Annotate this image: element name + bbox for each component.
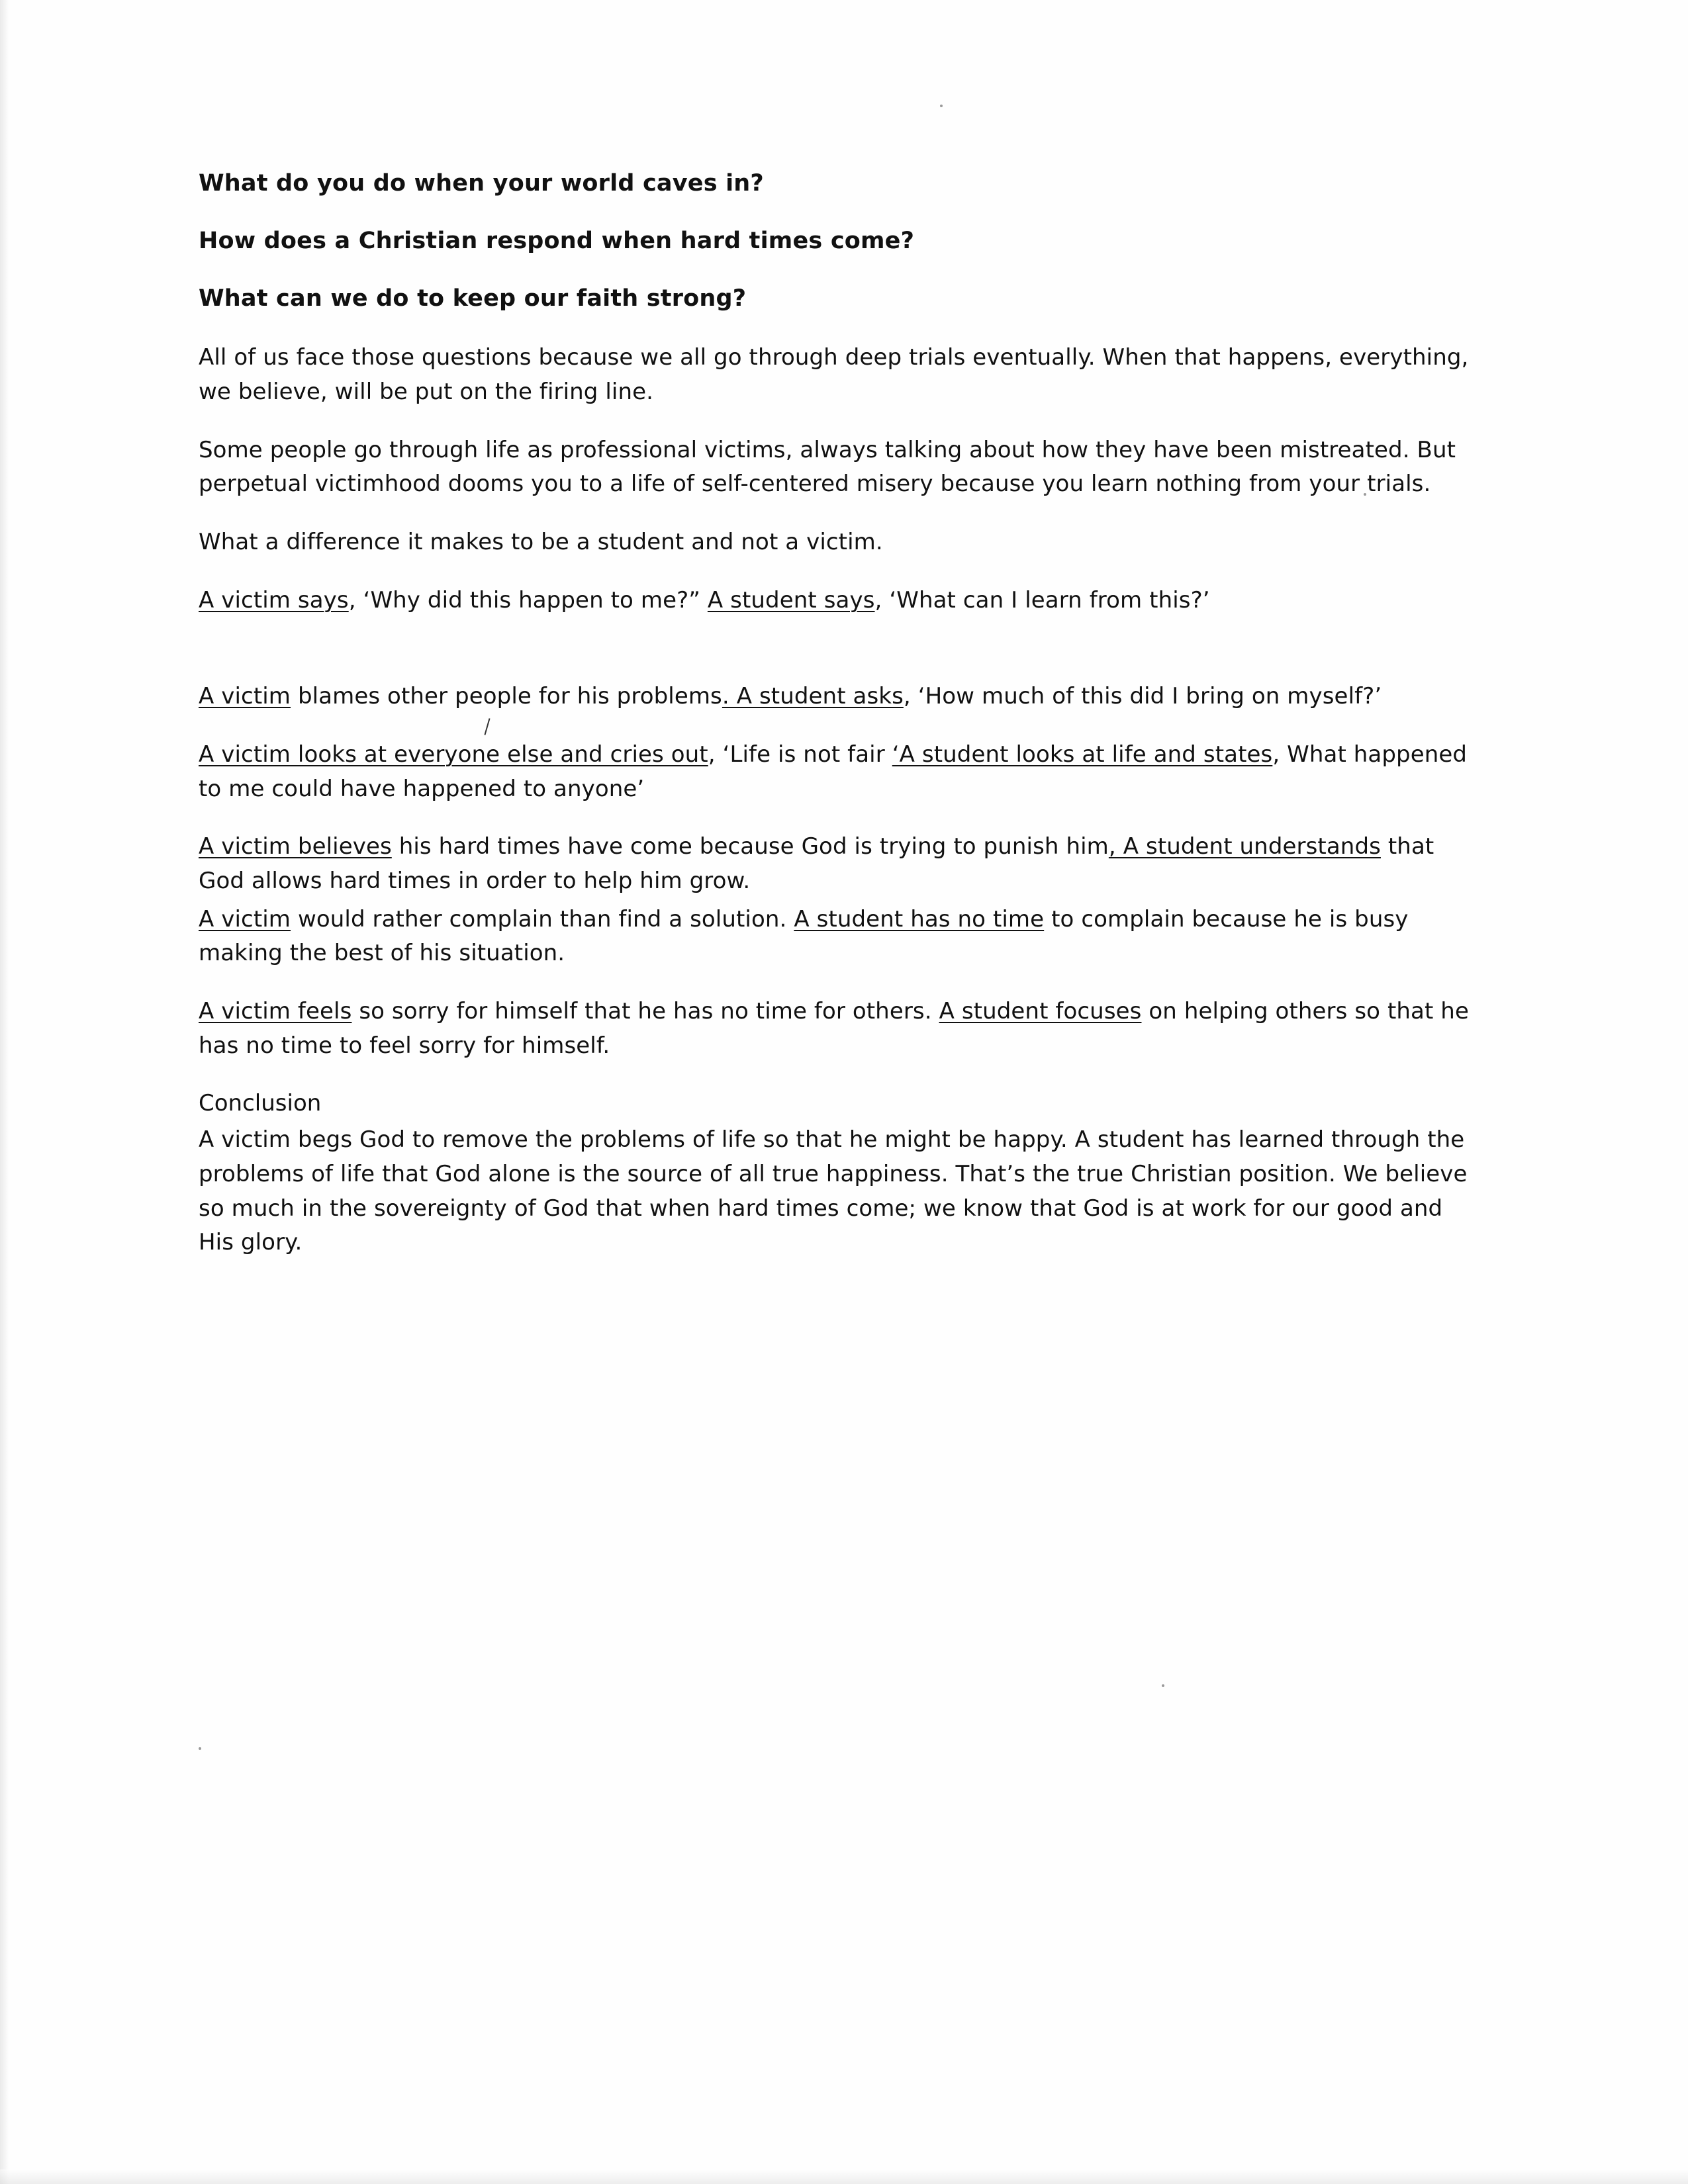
paragraph-victim-feels — [199, 995, 1483, 1063]
scan-speck — [940, 105, 943, 107]
phrase-student-looks: ‘A student looks at life and states — [892, 741, 1273, 768]
phrase-student-looks-rest: , What happened to me could have happened to anyone’ — [199, 741, 1468, 802]
paragraph-victim-believes — [199, 830, 1483, 898]
paragraph-student-not-victim: What a difference it makes to be a student and not a victim. — [199, 529, 883, 556]
phrase-victim-complain-rest: would rather complain than find a solution. — [291, 905, 794, 933]
phrase-student-says: A student says — [707, 586, 875, 614]
phrase-victim: A victim — [199, 683, 291, 710]
phrase-victim-believes-rest: his hard times have come because God is trying to punish him — [391, 833, 1109, 860]
paragraph-intro: All of us face those questions because we all go through deep trials eventually. When that happens, everything, we believe, will be put on the firing line. — [199, 344, 1469, 406]
scan-left-shadow — [0, 0, 9, 2184]
phrase-life-not-fair: , ‘Life is not fair — [708, 741, 892, 768]
phrase-victim-complain: A victim — [199, 905, 291, 933]
heading-2: How does a Christian respond when hard times come? — [199, 227, 915, 254]
paragraph-spacer — [199, 641, 1483, 680]
scan-speck — [1162, 1684, 1164, 1687]
scan-speck — [199, 1747, 201, 1750]
phrase-victim-blames-rest: blames other people for his problems — [291, 683, 722, 710]
document-body — [199, 169, 1483, 1284]
heading-1: What do you do when your world caves in? — [199, 170, 764, 197]
phrase-student-asks-rest: , ‘How much of this did I bring on myself?’ — [903, 683, 1382, 710]
phrase-student-focuses-rest: on helping others so that he has no time to feel sorry for himself. — [199, 998, 1469, 1059]
paragraph-victim-cries-out — [199, 738, 1483, 806]
paragraph-conclusion: A victim begs God to remove the problems of life so that he might be happy. A student has learned through the problems of life that God alone is the source of all true happiness. That’s the true Christian position. We believe so much in the sovereignty of God that when hard times come; we know that God is at work for our good and His glory. — [199, 1126, 1468, 1256]
phrase-victim-believes: A victim believes — [199, 833, 392, 860]
phrase-victim-feels: A victim feels — [199, 998, 352, 1025]
phrase-student-understands-rest: that God allows hard times in order to help him grow. — [199, 833, 1434, 895]
phrase-student-asks: . A student asks — [722, 683, 904, 710]
phrase-student-no-time-rest: to complain because he is busy making the best of his situation. — [199, 905, 1409, 967]
conclusion-label: Conclusion — [199, 1090, 322, 1117]
phrase-victim-feels-rest: so sorry for himself that he has no time for others. — [352, 998, 939, 1025]
phrase-student-focuses: A student focuses — [939, 998, 1142, 1025]
phrase-victim-says-rest: , ‘Why did this happen to me?” — [348, 586, 708, 614]
heading-3: What can we do to keep our faith strong? — [199, 285, 747, 312]
phrase-student-understands: , A student understands — [1108, 833, 1381, 860]
phrase-student-no-time: A student has no time — [794, 905, 1045, 933]
paragraph-victim-complains — [199, 903, 1483, 971]
phrase-victim-says: A victim says — [199, 586, 349, 614]
phrase-victim-looks: A victim looks at everyone else and cries out — [199, 741, 708, 768]
phrase-student-says-rest: , ‘What can I learn from this?’ — [874, 586, 1210, 614]
scan-bottom-shadow — [0, 2169, 1688, 2184]
paragraph-victim-blames — [199, 680, 1483, 714]
paragraph-professional-victims: Some people go through life as professional victims, always talking about how they have been mistreated. But perpetual victimhood dooms you to a life of self-centered misery because you learn nothing from your trials. — [199, 436, 1456, 498]
paragraph-victim-says — [199, 584, 1483, 618]
